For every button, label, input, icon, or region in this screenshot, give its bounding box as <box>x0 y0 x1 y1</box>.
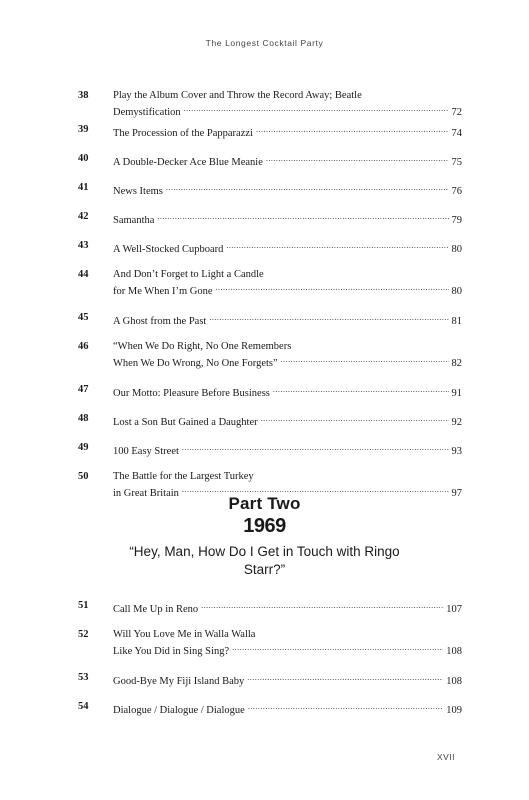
chapter-title: A Well-Stocked Cupboard <box>113 244 224 255</box>
chapter-number: 50 <box>78 471 89 482</box>
dot-leader <box>226 239 448 252</box>
chapter-title: in Great Britain <box>113 488 179 499</box>
chapter-title: “When We Do Right, No One Remembers <box>113 341 292 352</box>
chapter-number: 38 <box>78 90 89 101</box>
dot-leader <box>273 383 449 396</box>
toc-entry[interactable] <box>78 599 462 616</box>
toc-entry[interactable] <box>78 239 462 256</box>
page-number: 97 <box>451 488 462 499</box>
chapter-title: Dialogue / Dialogue / Dialogue <box>113 705 245 716</box>
dot-leader <box>256 123 449 136</box>
toc-entry[interactable] <box>78 311 462 328</box>
page-number: 79 <box>451 215 462 226</box>
page-number: 75 <box>451 157 462 168</box>
dot-leader <box>216 281 449 294</box>
page-number: 109 <box>446 705 462 716</box>
dot-leader <box>166 181 449 194</box>
page-number: 92 <box>451 417 462 428</box>
chapter-title: News Items <box>113 186 163 197</box>
chapter-number: 48 <box>78 413 89 424</box>
part-subtitle: “Hey, Man, How Do I Get in Touch with Ringo Starr?” <box>129 544 400 577</box>
chapter-number: 40 <box>78 153 89 164</box>
chapter-title: Like You Did in Sing Sing? <box>113 646 230 657</box>
chapter-number: 46 <box>78 341 89 352</box>
page-number: 82 <box>451 358 462 369</box>
toc-entry[interactable] <box>78 700 462 717</box>
toc-entry[interactable] <box>78 340 462 370</box>
part-year: 1969 <box>243 515 286 537</box>
chapter-number: 39 <box>78 124 89 135</box>
dot-leader <box>248 700 443 713</box>
page-number: 91 <box>451 388 462 399</box>
chapter-title: Will You Love Me in Walla Walla <box>113 629 256 640</box>
chapter-title: Our Motto: Pleasure Before Business <box>113 388 270 399</box>
toc-entry[interactable] <box>78 412 462 429</box>
chapter-number: 44 <box>78 269 89 280</box>
chapter-number: 54 <box>78 701 89 712</box>
chapter-number: 42 <box>78 211 89 222</box>
chapter-number: 47 <box>78 384 89 395</box>
toc-entry[interactable] <box>78 210 462 227</box>
chapter-title: Demystification <box>113 107 181 118</box>
dot-leader <box>266 152 449 165</box>
toc-entry[interactable] <box>78 89 462 119</box>
page-number: 108 <box>446 646 462 657</box>
page-number: 76 <box>451 186 462 197</box>
chapter-number: 53 <box>78 672 89 683</box>
page-number: 80 <box>451 244 462 255</box>
dot-leader <box>184 102 449 115</box>
chapter-title: When We Do Wrong, No One Forgets” <box>113 358 278 369</box>
toc-list-part-one <box>78 89 462 499</box>
page-number: 81 <box>451 316 462 327</box>
toc-entry[interactable] <box>78 671 462 688</box>
chapter-number: 51 <box>78 600 89 611</box>
dot-leader <box>209 311 448 324</box>
chapter-number: 45 <box>78 312 89 323</box>
page-number: 107 <box>446 604 462 615</box>
page-number: 108 <box>446 676 462 687</box>
chapter-title: The Procession of the Papparazzi <box>113 128 253 139</box>
toc-entry[interactable] <box>78 268 462 298</box>
chapter-title: 100 Easy Street <box>113 446 179 457</box>
dot-leader <box>261 412 449 425</box>
page-number: 72 <box>451 107 462 118</box>
toc-entry[interactable] <box>78 441 462 458</box>
dot-leader <box>157 210 448 223</box>
chapter-title: Call Me Up in Reno <box>113 604 199 615</box>
dot-leader <box>182 441 449 454</box>
chapter-number: 52 <box>78 629 89 640</box>
chapter-title: Good-Bye My Fiji Island Baby <box>113 676 245 687</box>
toc-entry[interactable] <box>78 123 462 140</box>
part-title: Part Two <box>228 494 301 513</box>
dot-leader <box>247 671 443 684</box>
chapter-title: for Me When I’m Gone <box>113 286 213 297</box>
chapter-title: And Don’t Forget to Light a Candle <box>113 269 264 280</box>
page-number: 74 <box>451 128 462 139</box>
chapter-number: 49 <box>78 442 89 453</box>
page-folio: XVII <box>436 752 455 762</box>
toc-entry[interactable] <box>78 383 462 400</box>
page-number: 80 <box>451 286 462 297</box>
toc-entry[interactable] <box>78 152 462 169</box>
chapter-number: 41 <box>78 182 89 193</box>
toc-list-part-two <box>78 599 462 716</box>
chapter-title: A Ghost from the Past <box>113 316 207 327</box>
toc-entry[interactable] <box>78 181 462 198</box>
chapter-title: A Double-Decker Ace Blue Meanie <box>113 157 263 168</box>
chapter-number: 43 <box>78 240 89 251</box>
toc-entry[interactable] <box>78 628 462 658</box>
chapter-title: Lost a Son But Gained a Daughter <box>113 417 258 428</box>
dot-leader <box>232 641 443 654</box>
chapter-title: The Battle for the Largest Turkey <box>113 471 254 482</box>
page-number: 93 <box>451 446 462 457</box>
dot-leader <box>281 353 449 366</box>
chapter-title: Samantha <box>113 215 155 226</box>
running-head: The Longest Cocktail Party <box>205 38 324 48</box>
dot-leader <box>201 599 443 612</box>
chapter-title: Play the Album Cover and Throw the Record Away; Beatle <box>113 90 362 101</box>
